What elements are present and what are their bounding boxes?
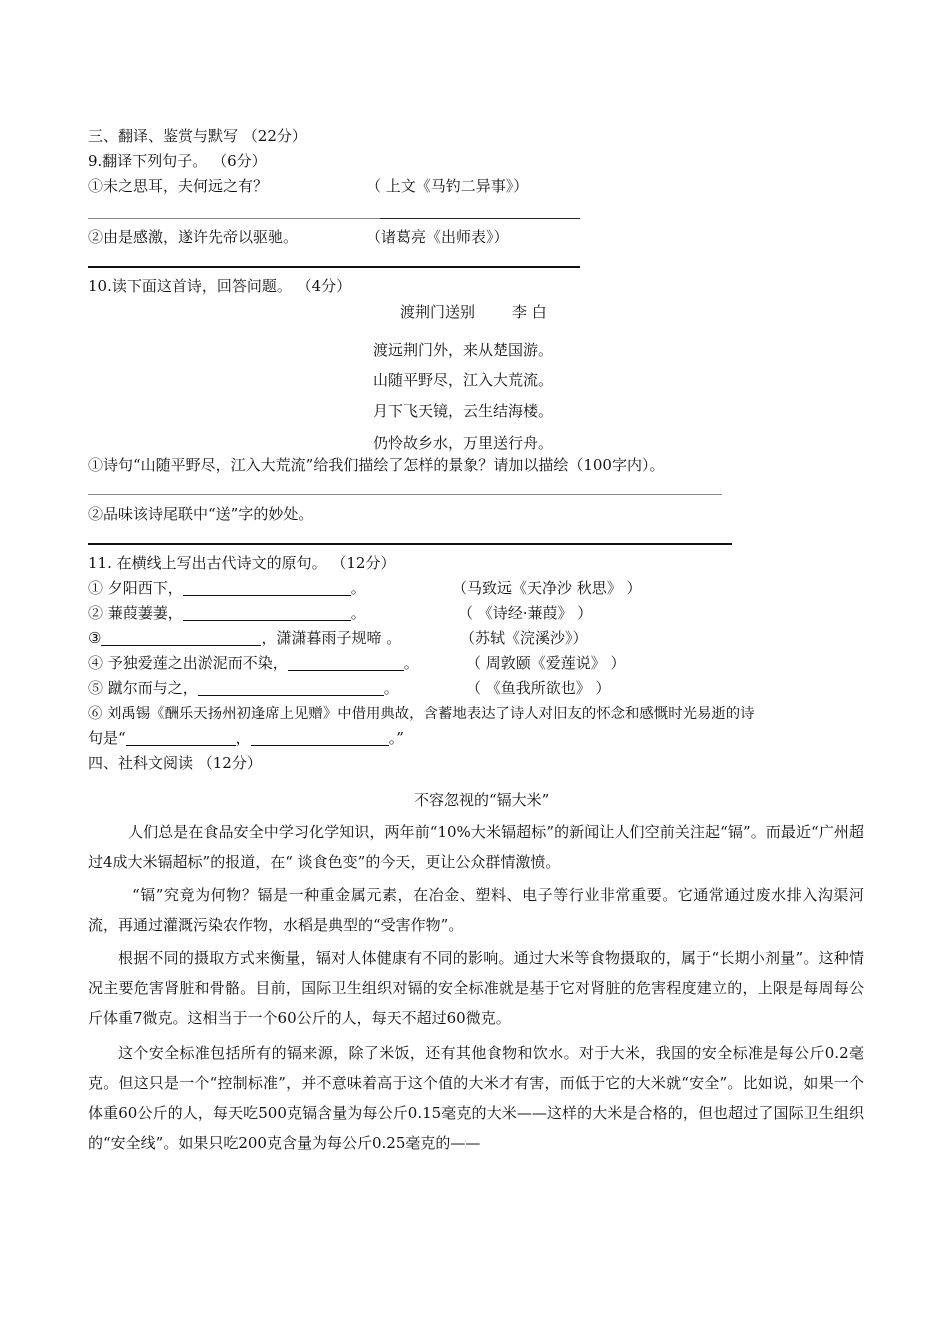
q11-item-5-text: ⑤ 蹴尔而与之，	[88, 679, 198, 697]
q11-item-5-end: 。	[383, 679, 399, 697]
q10-title: 10.读下面这首诗，回答问题。 （4分）	[88, 277, 352, 295]
q11-item-3	[88, 628, 401, 648]
poem-title: 渡荆门送别	[400, 303, 476, 321]
article-title: 不容忽视的“镉大米”	[414, 791, 550, 809]
section3-heading: 三、翻译、鉴赏与默写 （22分）	[88, 127, 307, 145]
q11-blank-2[interactable]	[183, 605, 351, 621]
q11-blank-6a[interactable]	[126, 730, 236, 746]
q11-item-2	[88, 603, 366, 623]
q11-item-2-text: ② 蒹葭萋萋，	[88, 604, 183, 622]
q9-title: 9.翻译下列句子。 （6分）	[88, 152, 267, 170]
q11-item-4-source: （ 周敦颐《爱莲说》 ）	[466, 654, 626, 672]
q11-item-6-text: 句是“	[88, 729, 126, 747]
q11-blank-6b[interactable]	[251, 730, 389, 746]
q9-sentence-1-source: （ 上文《马钓二异事》）	[366, 177, 529, 195]
poem-author: 李 白	[512, 303, 547, 321]
q11-blank-4[interactable]	[288, 655, 404, 671]
q11-item-3-source: （苏轼《浣溪沙》）	[460, 629, 588, 647]
q10-answer-line-1[interactable]	[88, 494, 722, 495]
poem-line-3: 月下飞天镜，云生结海楼。	[373, 402, 554, 420]
q11-item-2-source: （ 《诗经·蒹葭》 ）	[458, 604, 593, 622]
q11-item-3-end: ，潇潇暮雨子规啼 。	[261, 629, 402, 647]
poem-line-1: 渡远荆门外，来从楚国游。	[373, 341, 554, 359]
article-paragraph-1: 人们总是在食品安全中学习化学知识，两年前“10%大米镉超标”的新闻让人们空前关注起“镉”。而最近“广州超过4成大米镉超标”的报道，在“ 谈食色变”的今天，更让公众群情激愤。	[88, 823, 864, 871]
section4-heading: 四、社科文阅读 （12分）	[88, 754, 262, 772]
q9-answer-line-1a	[88, 218, 380, 219]
poem-line-2: 山随平野尽，江入大荒流。	[373, 371, 554, 389]
poem-line-4: 仍怜故乡水，万里送行舟。	[373, 434, 554, 452]
q11-item-4-end: 。	[403, 654, 419, 672]
q11-blank-3[interactable]	[101, 630, 261, 646]
q11-item-5-source: （ 《鱼我所欲也》 ）	[466, 679, 611, 697]
article-paragraph-3: 根据不同的摄取方式来衡量，镉对人体健康有不同的影响。通过大米等食物摄取的，属于“长期小剂量”。这种情况主要危害肾脏和骨骼。目前，国际卫生组织对镉的安全标准就是基于它对肾脏的危害程度建立的，上限是每周每公斤体重7微克。这相当于一个60公斤的人，每天不超过60微克。	[88, 949, 864, 1027]
q11-item-1-text: ① 夕阳西下，	[88, 579, 183, 597]
q10-sub-question-1: ①诗句“山随平野尽，江入大荒流”给我们描绘了怎样的景象？请加以描绘（100字内）。	[88, 456, 665, 474]
q11-item-4	[88, 653, 419, 673]
q11-blank-1[interactable]	[183, 580, 351, 596]
q11-item-3-text: ③	[88, 629, 102, 647]
q9-sentence-2: ②由是感激，遂许先帝以驱驰。	[88, 228, 299, 246]
q11-title: 11. 在横线上写出古代诗文的原句。 （12分）	[88, 554, 396, 572]
q11-item-6-sep: ，	[235, 729, 251, 747]
q11-item-5	[88, 678, 399, 698]
article-paragraph-2: “镉”究竟为何物？镉是一种重金属元素，在冶金、塑料、电子等行业非常重要。它通常通过废水排入沟渠河流，再通过灌溉污染农作物，水稻是典型的“受害作物”。	[88, 886, 864, 934]
q11-item-2-end: 。	[350, 604, 366, 622]
q11-blank-5[interactable]	[198, 680, 384, 696]
q10-sub-question-2: ②品味该诗尾联中“送”字的妙处。	[88, 505, 314, 523]
article-paragraph-4: 这个安全标准包括所有的镉来源，除了米饭，还有其他食物和饮水。对于大米，我国的安全标准是每公斤0.2毫克。但这只是一个“控制标准”，并不意味着高于这个值的大米才有害，而低于它的大米就“安全”。比如说，如果一个体重60公斤的人，每天吃500克镉含量为每公斤0.15毫克的大米——这样的大米是合格的，但也超过了国际卫生组织的“安全线”。如果只吃200克含量为每公斤0.25毫克的——	[88, 1044, 864, 1152]
q11-item-1-end: 。	[350, 579, 366, 597]
q9-sentence-1: ①未之思耳，夫何远之有？	[88, 177, 269, 195]
q9-answer-line-1b[interactable]	[380, 218, 580, 219]
q11-item-6-line-2	[88, 728, 404, 748]
q9-answer-line-2[interactable]	[88, 266, 580, 268]
q11-item-6-line-1: ⑥ 刘禹锡《酬乐天扬州初逢席上见赠》中借用典故，含蓄地表达了诗人对旧友的怀念和感慨时光易逝的诗	[88, 706, 755, 722]
q9-sentence-2-source: （诸葛亮《出师表》）	[366, 228, 509, 246]
q11-item-1	[88, 578, 366, 598]
q11-item-4-text: ④ 予独爱莲之出淤泥而不染，	[88, 654, 288, 672]
q11-item-6-end: 。”	[388, 729, 404, 747]
q11-item-1-source: （马致远《天净沙 秋思》 ）	[452, 579, 642, 597]
q10-answer-line-2[interactable]	[88, 543, 732, 545]
